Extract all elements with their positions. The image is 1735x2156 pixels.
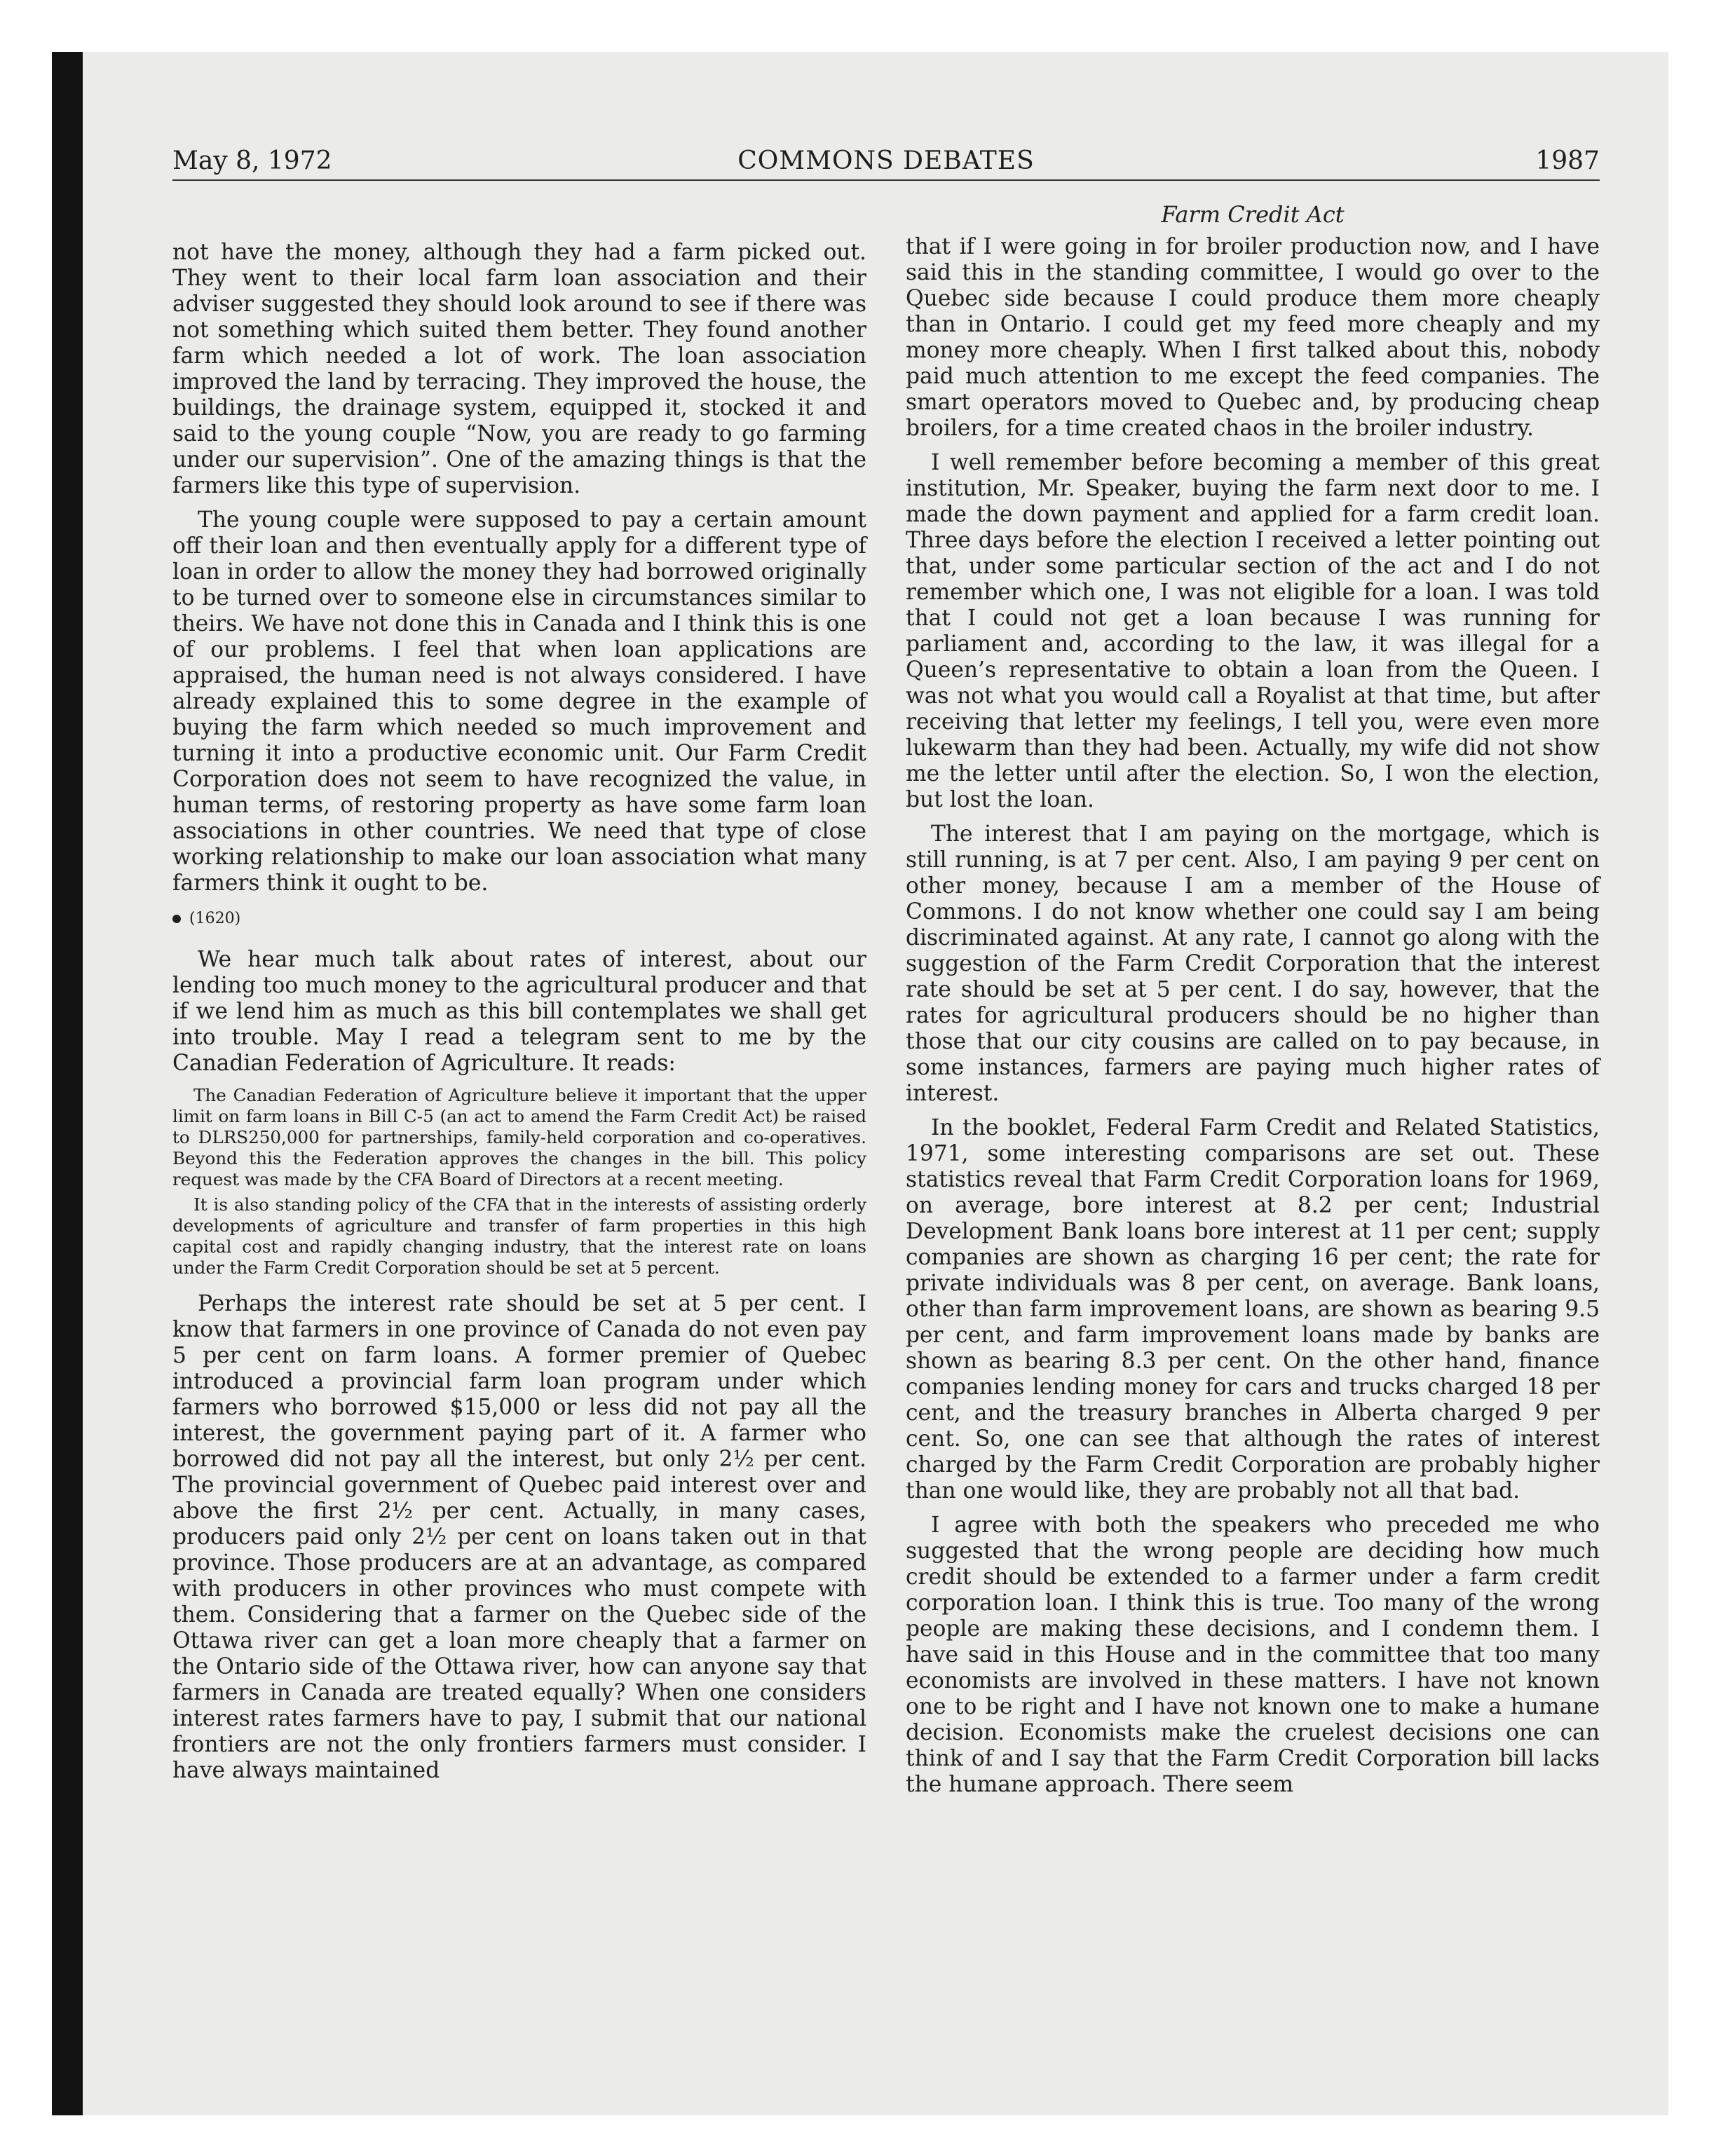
paragraph: In the booklet, Federal Farm Credit and Related Statistics, 1971, some interesting comparisons are set out. These statistics reveal that Farm Credit Corporation loans for 1969, on average, bore interest at 8.2 per cent; Industrial Development Bank loans bore interest at 11 per cent; supply companies are shown as charging 16 per cent; the rate for private individuals was 8 per cent, on average. Bank loans, other than farm improvement loans, are shown as bearing 9.5 per cent, and farm improvement loans made by banks are shown as bearing 8.3 per cent. On the other hand, finance companies lending money for cars and trucks charged 18 per cent, and the treasury branches in Alberta charged 9 per cent. So, one can see that although the rates of interest charged by the Farm Credit Corporation are probably higher than one would like, they are probably not all that bad. xyxy=(906,1115,1600,1503)
telegram-quote: It is also standing policy of the CFA that in the interests of assisting orderly developments of agriculture and transfer of farm properties in this high capital cost and rapidly changing industry, that the interest rate on loans under the Farm Credit Corporation should be set at 5 percent. xyxy=(172,1194,866,1278)
header-date: May 8, 1972 xyxy=(172,146,332,175)
right-column xyxy=(906,200,1600,1806)
section-heading: Farm Credit Act xyxy=(1161,201,1345,228)
paragraph: We hear much talk about rates of interest, about our lending too much money to the agricultural producer and that if we lend him as much as this bill contemplates we shall get into trouble. May I read a telegram sent to me by the Canadian Federation of Agriculture. It reads: xyxy=(172,947,866,1076)
paragraph: I well remember before becoming a member of this great institution, Mr. Speaker, buying the farm next door to me. I made the down payment and applied for a farm credit loan. Three days before the election I received a letter pointing out that, under some particular section of the act and I do not remember which one, I was not eligible for a loan. I was told that I could not get a loan because I was running for parliament and, according to the law, it was illegal for a Queen’s representative to obtain a loan from the Queen. I was not what you would call a Royalist at that time, but after receiving that letter my feelings, I tell you, were even more lukewarm than they had been. Actually, my wife did not show me the letter until after the election. So, I won the election, but lost the loan. xyxy=(906,450,1600,812)
bullet-icon xyxy=(172,915,181,923)
paragraph: Perhaps the interest rate should be set at 5 per cent. I know that farmers in one province of Canada do not even pay 5 per cent on farm loans. A former premier of Quebec introduced a provincial farm loan program under which farmers who borrowed $15,000 or less did not pay all the interest, the government paying part of it. A farmer who borrowed did not pay all the interest, but only 2½ per cent. The provincial government of Quebec paid interest over and above the first 2½ per cent. Actually, in many cases, producers paid only 2½ per cent on loans taken out in that province. Those producers are at an advantage, as compared with producers in other provinces who must compete with them. Considering that a farmer on the Quebec side of the Ottawa river can get a loan more cheaply that a farmer on the Ontario side of the Ottawa river, how can anyone say that farmers in Canada are treated equally? When one considers interest rates farmers have to pay, I submit that our national frontiers are not the only frontiers farmers must consider. I have always maintained xyxy=(172,1291,866,1783)
time-marker xyxy=(172,905,866,933)
header-title: COMMONS DEBATES xyxy=(737,146,1035,175)
binding-edge xyxy=(52,52,83,2115)
page-number: 1987 xyxy=(1535,146,1600,175)
left-column xyxy=(172,240,866,1792)
paragraph: The interest that I am paying on the mortgage, which is still running, is at 7 per cent. Also, I am paying 9 per cent on other money, because I am a member of the House of Commons. I do not know whether one could say I am being discriminated against. At any rate, I cannot go along with the suggestion of the Farm Credit Corporation that the interest rate should be set at 5 per cent. I do say, however, that the rates for agricultural producers should be no higher than those that our city cousins are called on to pay because, in some instances, farmers are paying much higher rates of interest. xyxy=(906,821,1600,1106)
paragraph: I agree with both the speakers who preceded me who suggested that the wrong people are deciding how much credit should be extended to a farmer under a farm credit corporation loan. I think this is true. Too many of the wrong people are making these decisions, and I condemn them. I have said in this House and in the committee that too many economists are involved in these matters. I have not known one to be right and I have not known one to make a humane decision. Economists make the cruelest decisions one can think of and I say that the Farm Credit Corporation bill lacks the humane approach. There seem xyxy=(906,1513,1600,1797)
running-head xyxy=(172,144,1600,181)
paragraph: that if I were going in for broiler production now, and I have said this in the standing committee, I would go over to the Quebec side because I could produce them more cheaply than in Ontario. I could get my feed more cheaply and my money more cheaply. When I first talked about this, nobody paid much attention to me except the feed companies. The smart operators moved to Quebec and, by producing cheap broilers, for a time created chaos in the broiler industry. xyxy=(906,234,1600,441)
telegram-quote: The Canadian Federation of Agriculture believe it important that the upper limit on farm loans in Bill C-5 (an act to amend the Farm Credit Act) be raised to DLRS250,000 for partnerships, family-held corporation and co-operatives. Beyond this the Federation approves the changes in the bill. This policy request was made by the CFA Board of Directors at a recent meeting. xyxy=(172,1085,866,1189)
paragraph: not have the money, although they had a farm picked out. They went to their local farm loan association and their adviser suggested they should look around to see if there was not something which suited them better. They found another farm which needed a lot of work. The loan association improved the land by terracing. They improved the house, the buildings, the drainage system, equipped it, stocked it and said to the young couple “Now, you are ready to go farming under our supervision”. One of the amazing things is that the farmers like this type of supervision. xyxy=(172,240,866,498)
scanned-page xyxy=(52,52,1668,2115)
paragraph: The young couple were supposed to pay a certain amount off their loan and then eventually apply for a different type of loan in order to allow the money they had borrowed originally to be turned over to someone else in circumstances similar to theirs. We have not done this in Canada and I think this is one of our problems. I feel that when loan applications are appraised, the human need is not always considered. I have already explained this to some degree in the example of buying the farm which needed so much improvement and turning it into a productive economic unit. Our Farm Credit Corporation does not seem to have recognized the value, in human terms, of restoring property as have some farm loan associations in other countries. We need that type of close working relationship to make our loan association what many farmers think it ought to be. xyxy=(172,507,866,896)
time-marker-label: (1620) xyxy=(189,910,241,927)
